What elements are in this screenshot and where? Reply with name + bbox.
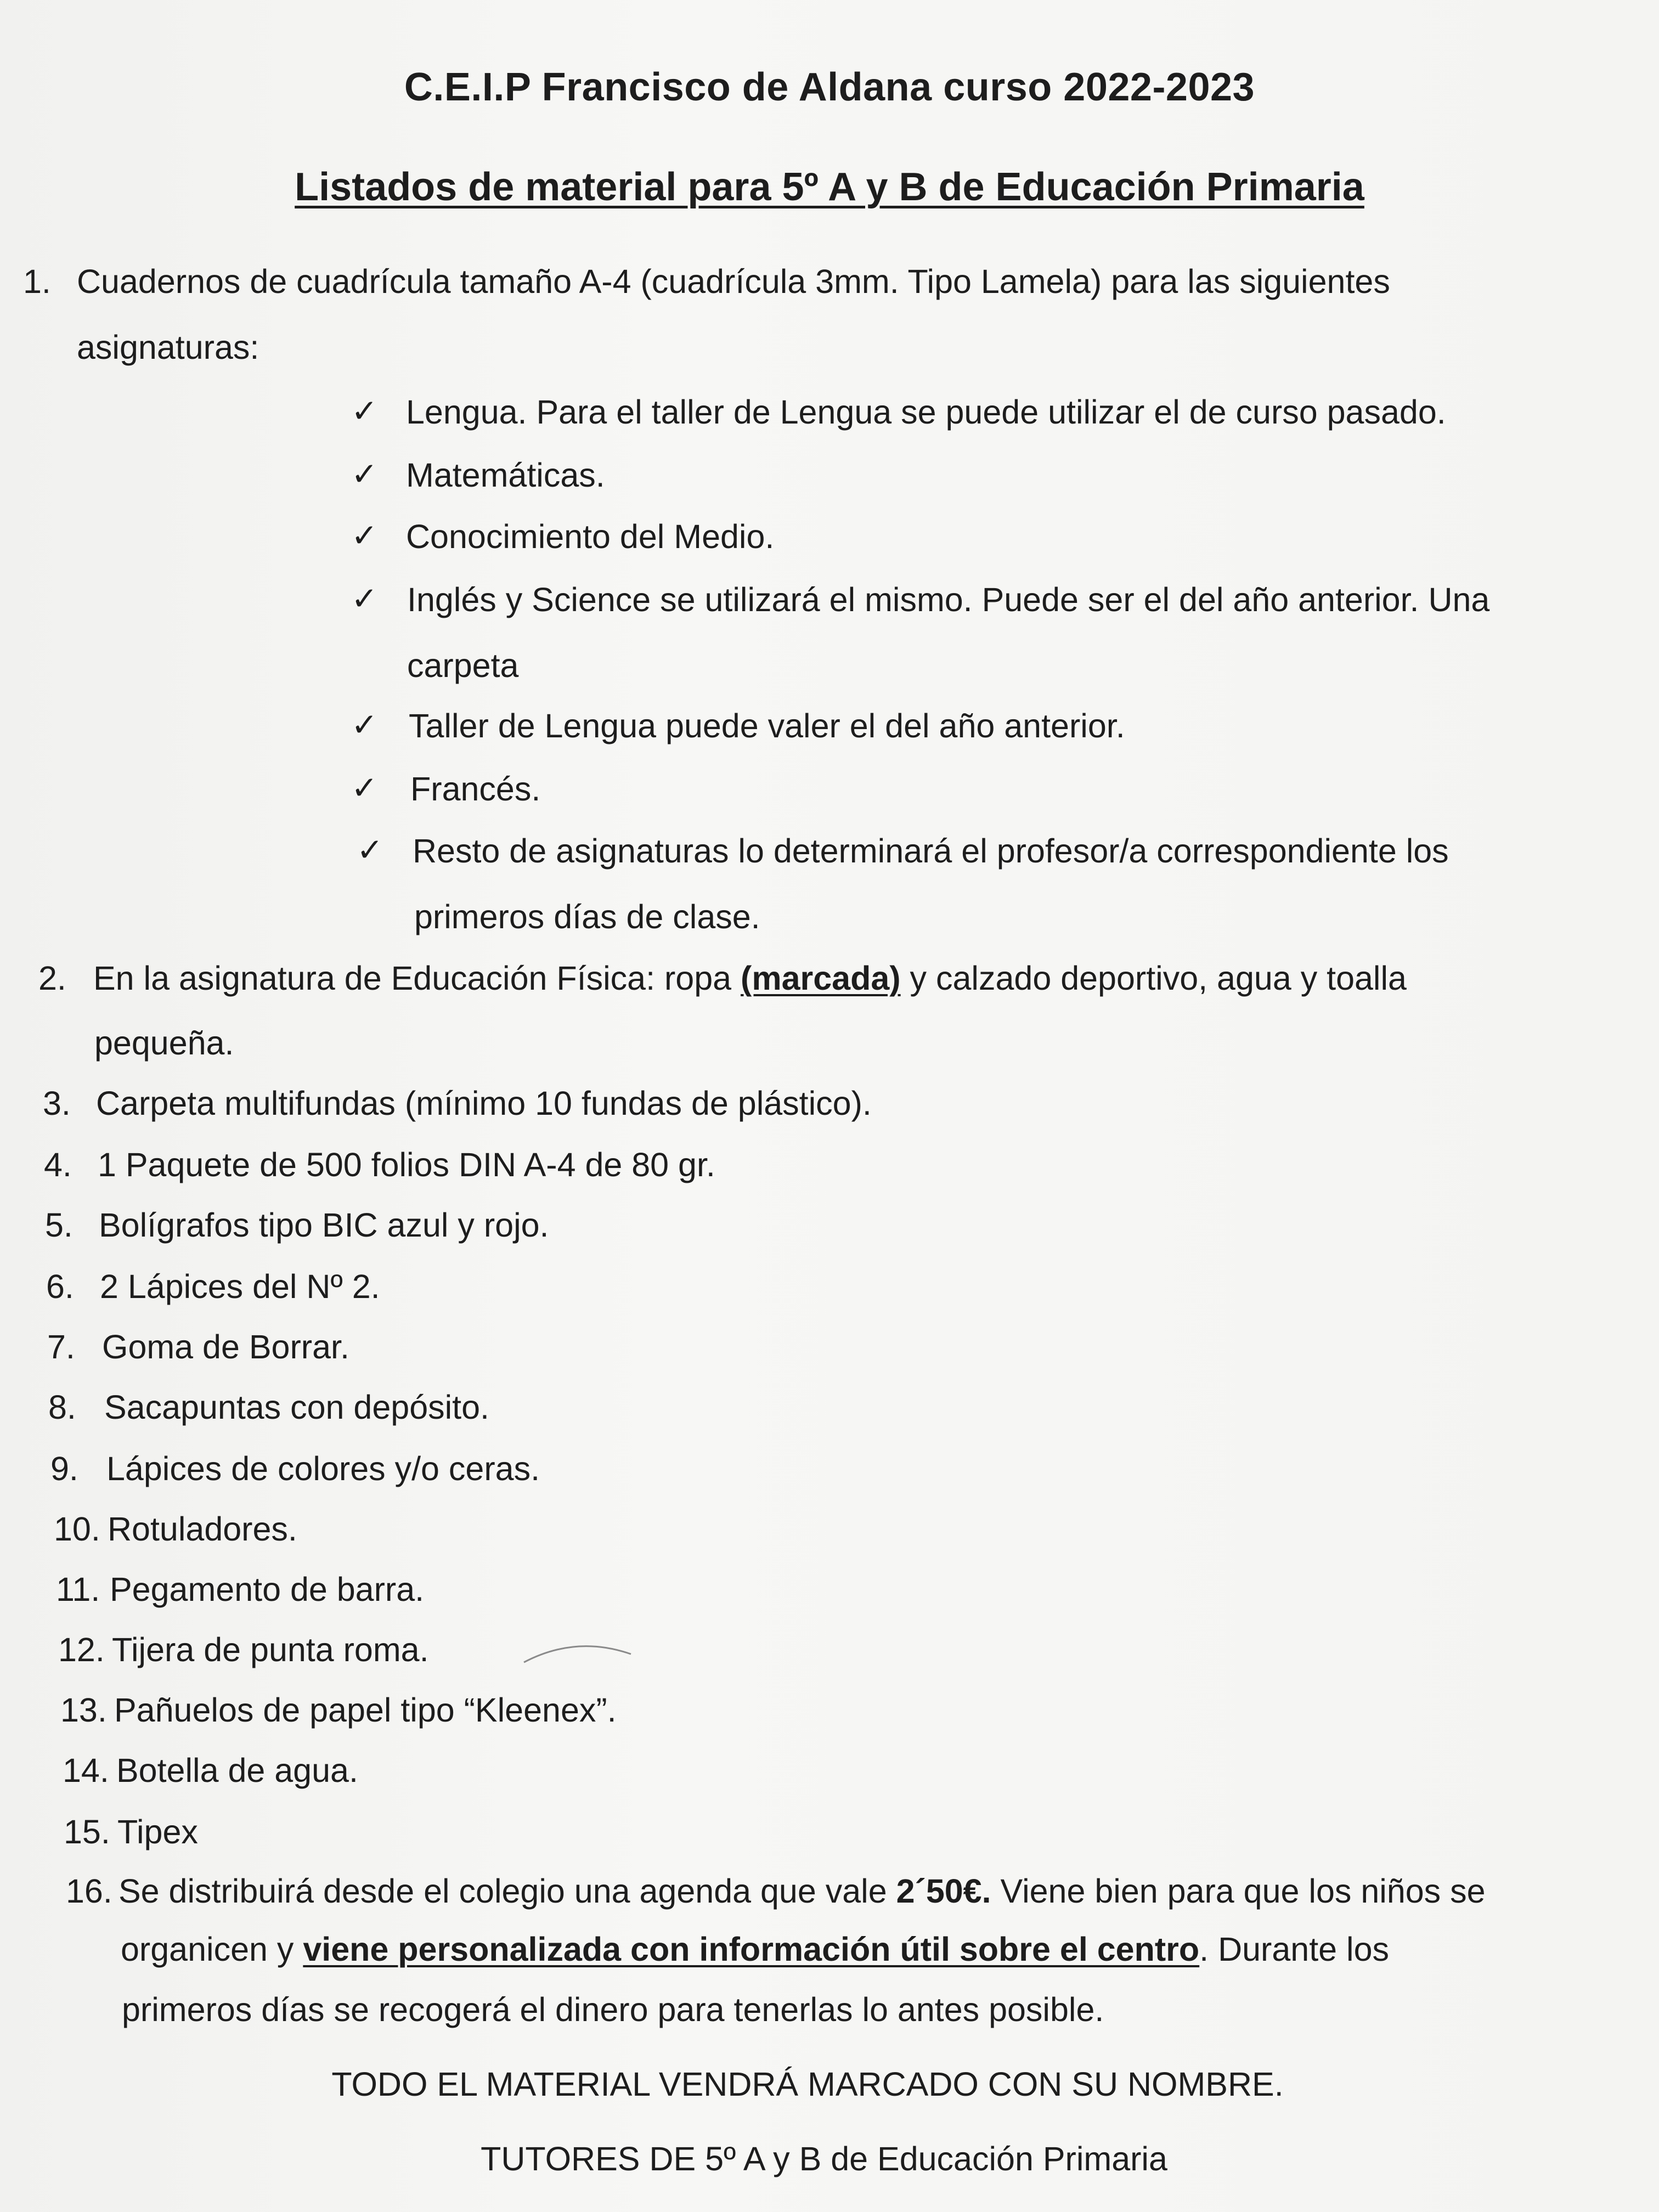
- item-1-number: 1.: [23, 263, 51, 300]
- item-7-number: 7.: [47, 1328, 75, 1365]
- document-title: C.E.I.P Francisco de Aldana curso 2022-2023: [404, 65, 1255, 109]
- item-16-line2-before: organicen y: [121, 1931, 303, 1968]
- item-16-number: 16.: [66, 1872, 112, 1910]
- check-item-6: Francés.: [410, 770, 541, 808]
- item-16-line2: [121, 1931, 1389, 1968]
- check-icon: ✓: [351, 392, 378, 430]
- item-3-text: Carpeta multifundas (mínimo 10 fundas de plástico).: [96, 1085, 872, 1122]
- check-icon: ✓: [351, 769, 378, 806]
- item-12-text: Tijera de punta roma.: [112, 1631, 429, 1668]
- check-item-1: Lengua. Para el taller de Lengua se puede utilizar el de curso pasado.: [406, 393, 1446, 431]
- check-icon: ✓: [351, 580, 378, 617]
- item-9-text: Lápices de colores y/o ceras.: [106, 1450, 540, 1487]
- pencil-mark: [521, 1638, 642, 1671]
- item-7-text: Goma de Borrar.: [102, 1328, 349, 1365]
- item-5-number: 5.: [45, 1206, 73, 1244]
- item-6-number: 6.: [46, 1268, 74, 1305]
- item-15-number: 15.: [64, 1813, 110, 1850]
- check-icon: ✓: [357, 831, 383, 868]
- check-item-2: Matemáticas.: [406, 456, 605, 494]
- item-2-line1: [93, 960, 1407, 997]
- check-item-4-line1: Inglés y Science se utilizará el mismo. Puede ser el del año anterior. Una: [407, 581, 1490, 618]
- item-2-line2: pequeña.: [94, 1024, 234, 1062]
- check-item-4-line2: carpeta: [407, 647, 519, 684]
- item-5-text: Bolígrafos tipo BIC azul y rojo.: [99, 1206, 549, 1244]
- item-4-number: 4.: [44, 1146, 72, 1183]
- item-13-text: Pañuelos de papel tipo “Kleenex”.: [114, 1691, 617, 1729]
- footer-signature: TUTORES DE 5º A y B de Educación Primaria: [481, 2140, 1167, 2177]
- item-6-text: 2 Lápices del Nº 2.: [100, 1268, 380, 1305]
- item-9-number: 9.: [50, 1450, 78, 1487]
- item-2-number: 2.: [38, 960, 66, 997]
- item-16-line2-after: . Durante los: [1199, 1931, 1390, 1968]
- item-16-line1-before: Se distribuirá desde el colegio una agenda que vale: [119, 1872, 896, 1910]
- check-icon: ✓: [351, 706, 378, 743]
- item-11-text: Pegamento de barra.: [110, 1571, 425, 1608]
- item-16-line3: primeros días se recogerá el dinero para tenerlas lo antes posible.: [122, 1991, 1104, 2028]
- item-15-text: Tipex: [117, 1813, 198, 1850]
- item-16-emphasis: viene personalizada con información útil sobre el centro: [303, 1931, 1200, 1968]
- item-1-line2: asignaturas:: [77, 329, 259, 366]
- item-13-number: 13.: [60, 1691, 107, 1729]
- item-2-text-before: En la asignatura de Educación Física: ropa: [93, 960, 741, 997]
- agenda-price: 2´50€.: [896, 1872, 991, 1910]
- item-8-text: Sacapuntas con depósito.: [104, 1389, 490, 1426]
- item-4-text: 1 Paquete de 500 folios DIN A-4 de 80 gr.: [98, 1146, 715, 1183]
- check-item-3: Conocimiento del Medio.: [406, 518, 775, 555]
- check-item-7-line1: Resto de asignaturas lo determinará el profesor/a correspondiente los: [413, 832, 1449, 870]
- document-subtitle: [0, 165, 1659, 210]
- item-16-line1-after: Viene bien para que los niños se: [991, 1872, 1486, 1910]
- item-2-emphasis: (marcada): [741, 960, 901, 997]
- item-12-number: 12.: [58, 1631, 105, 1668]
- check-icon: ✓: [351, 455, 378, 493]
- item-3-number: 3.: [43, 1085, 71, 1122]
- footer-note: TODO EL MATERIAL VENDRÁ MARCADO CON SU NOMBRE.: [331, 2066, 1284, 2103]
- item-10-number: 10.: [54, 1510, 100, 1548]
- item-16-line1: [119, 1873, 1486, 1910]
- check-icon: ✓: [351, 517, 378, 554]
- item-2-text-after: y calzado deportivo, agua y toalla: [900, 960, 1407, 997]
- check-item-7-line2: primeros días de clase.: [414, 898, 760, 935]
- check-item-5: Taller de Lengua puede valer el del año anterior.: [409, 707, 1125, 744]
- item-8-number: 8.: [48, 1389, 76, 1426]
- item-11-number: 11.: [56, 1571, 100, 1608]
- item-1-line1: Cuadernos de cuadrícula tamaño A-4 (cuadrícula 3mm. Tipo Lamela) para las siguientes: [77, 263, 1390, 300]
- item-14-text: Botella de agua.: [116, 1752, 358, 1789]
- item-10-text: Rotuladores.: [108, 1510, 297, 1548]
- item-14-number: 14.: [63, 1752, 109, 1789]
- subtitle-text: Listados de material para 5º A y B de Educación Primaria: [295, 165, 1364, 209]
